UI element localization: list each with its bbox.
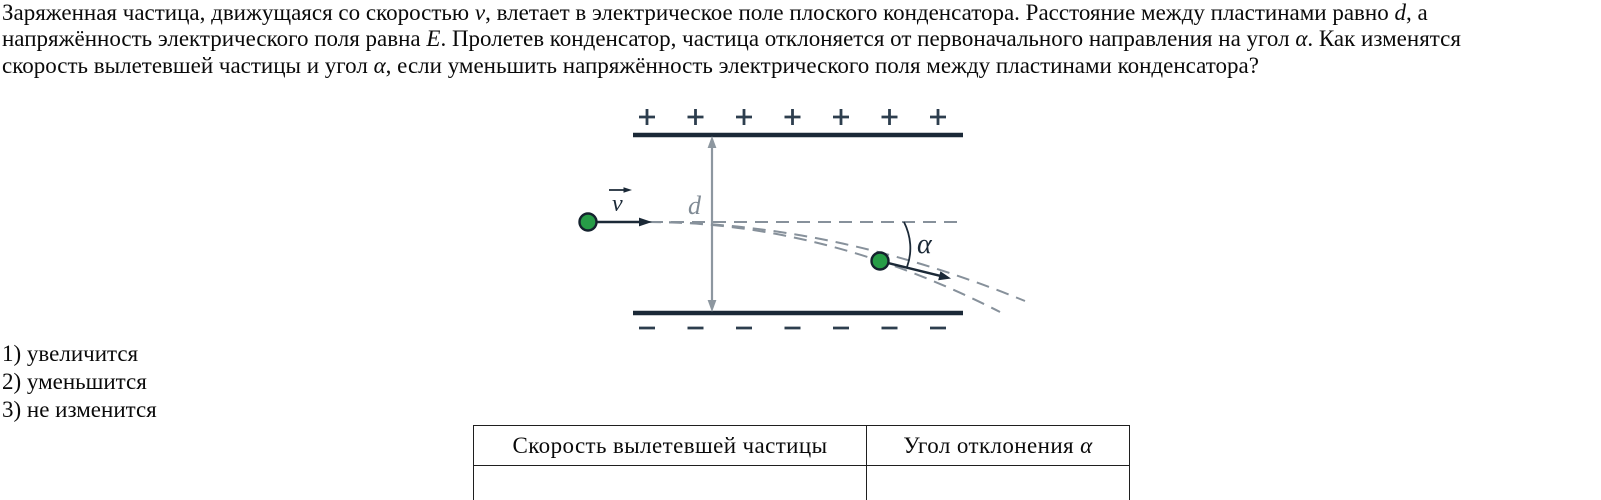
velocity-label [609,187,632,217]
problem-line: напряжённость электрического поля равна E. Пролетев конденсатор, частица отклоняется от первоначального направления на угол α. Как изменятся [2,26,1461,52]
trajectory-tangent [648,222,1025,301]
answer-option: 1) увеличится [2,341,139,366]
answer-option: 2) уменьшится [2,369,147,394]
problem-statement [2,0,1461,79]
answer-cell-angle[interactable] [867,466,1130,500]
problem-line: скорость вылетевшей частицы и угол α, если уменьшить напряжённость электрического поля между пластинами конденсатора? [2,52,1259,78]
distance-label: d [688,191,701,220]
plus-signs-icon [639,109,946,125]
problem-line: Заряженная частица, движущаяся со скоростью v, влетает в электрическое поле плоского конденсатора. Расстояние между пластинами равно d, а [2,0,1428,25]
table-header-speed: Скорость вылетевшей частицы [474,426,867,466]
trajectory-curve [648,222,1000,312]
angle-label: α [917,229,932,260]
svg-text:v: v [612,191,623,217]
exit-velocity-arrow [888,263,951,280]
answer-option: 3) не изменится [2,397,157,422]
answer-table [473,425,1130,500]
particle-exit [872,253,889,270]
answer-options [2,340,157,424]
capacitor-diagram [560,90,1100,355]
table-header-angle: Угол отклонения α [867,426,1130,466]
velocity-arrow [597,218,652,227]
answer-cell-speed[interactable] [474,466,867,500]
particle-start [580,214,597,231]
